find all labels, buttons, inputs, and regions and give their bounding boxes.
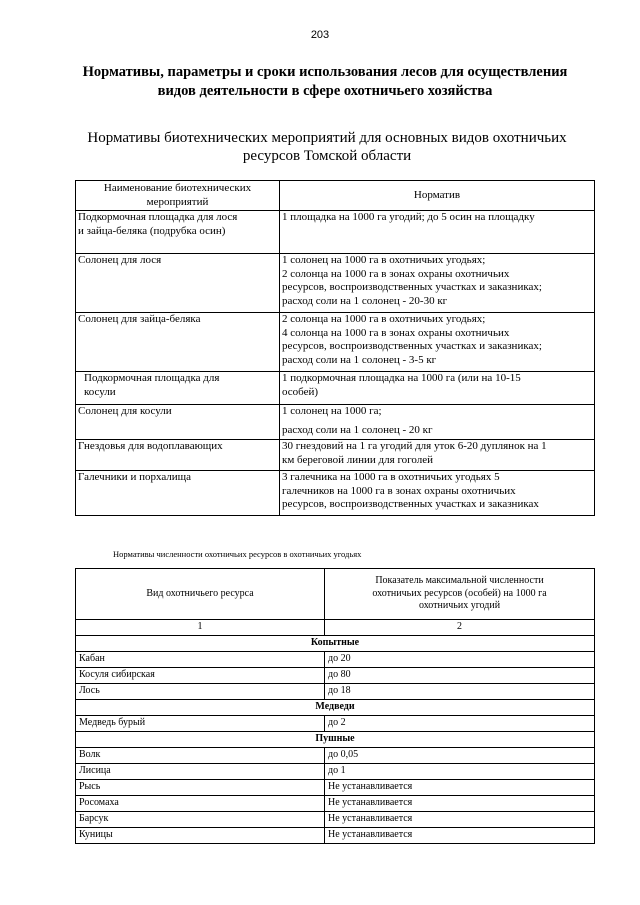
table-row <box>76 405 595 440</box>
title-line-2: видов деятельности в сфере охотничьего хозяйства <box>157 83 493 99</box>
table-header-row <box>76 569 595 620</box>
header-text: мероприятий <box>146 195 209 208</box>
table-row <box>76 440 595 471</box>
title-line-1: Нормативы, параметры и сроки использования лесов для осуществления <box>82 64 568 80</box>
header-species: Вид охотничьего ресурса <box>76 569 325 620</box>
species-name: Барсук <box>76 811 325 827</box>
header-measure-name <box>76 181 280 211</box>
measure-name-cell <box>76 211 280 254</box>
cell-line: и зайца-беляка (подрубка осин) <box>78 224 226 237</box>
table-row <box>76 683 595 699</box>
norm-cell <box>280 440 595 471</box>
cell-line: косули <box>84 385 116 398</box>
measure-name-cell <box>76 372 280 405</box>
population-value: до 0,05 <box>325 747 595 763</box>
table-row <box>76 779 595 795</box>
group-bears: Медведи <box>76 699 595 715</box>
table-row <box>76 747 595 763</box>
section-subtitle <box>62 129 592 165</box>
cell-line: 30 гнездовий на 1 га угодий для уток 6-20 дуплянок на 1 <box>282 440 547 452</box>
norm-cell <box>280 254 595 313</box>
table-row <box>76 471 595 516</box>
group-hoofed: Копытные <box>76 635 595 651</box>
table-row <box>76 313 595 372</box>
column-number-1: 1 <box>76 620 325 636</box>
species-name: Косуля сибирская <box>76 667 325 683</box>
cell-line: Солонец для косули <box>78 405 172 417</box>
header-text: Показатель максимальной численности <box>375 575 544 587</box>
cell-line: 4 солонца на 1000 га в зонах охраны охотничьих <box>282 326 510 339</box>
cell-line: Галечники и порхалища <box>78 471 192 483</box>
header-norm: Норматив <box>280 181 595 211</box>
cell-line: 1 солонец на 1000 га в охотничьих угодьях; <box>282 254 486 266</box>
cell-line: ресурсов, воспроизводственных участках и заказниках; <box>282 281 542 293</box>
header-text: охотничьих угодий <box>418 600 501 612</box>
cell-line: ресурсов, воспроизводственных участках и заказниках <box>282 498 539 510</box>
table-header-row <box>76 181 595 211</box>
table-caption: Нормативы численности охотничьих ресурсов в охотничьих угодьях <box>113 549 362 559</box>
cell-line: 1 солонец на 1000 га; <box>282 405 382 417</box>
norm-cell <box>280 405 595 440</box>
measure-name-cell <box>76 440 280 471</box>
norm-cell <box>280 372 595 405</box>
species-name: Кабан <box>76 651 325 667</box>
cell-line: Солонец для лося <box>78 254 162 266</box>
document-title <box>60 63 590 101</box>
table-row <box>76 254 595 313</box>
table-row <box>76 372 595 405</box>
cell-line: расход соли на 1 солонец - 20 кг <box>282 423 433 436</box>
cell-line: 2 солонца на 1000 га в охотничьих угодьях; <box>282 313 486 325</box>
cell-line: 1 подкормочная площадка на 1000 га (или на 10-15 <box>282 372 521 384</box>
biotechnical-norms-table <box>75 180 595 516</box>
cell-line: галечников на 1000 га в зонах охраны охотничьих <box>282 484 516 497</box>
header-max-population <box>325 569 595 620</box>
species-name: Рысь <box>76 779 325 795</box>
population-value: до 1 <box>325 763 595 779</box>
group-fur: Пушные <box>76 731 595 747</box>
measure-name-cell <box>76 254 280 313</box>
population-value: до 80 <box>325 667 595 683</box>
species-name: Куницы <box>76 827 325 843</box>
cell-line: Гнездовья для водоплавающих <box>78 440 223 452</box>
group-row <box>76 731 595 747</box>
measure-name-cell <box>76 471 280 516</box>
species-name: Росомаха <box>76 795 325 811</box>
species-name: Медведь бурый <box>76 715 325 731</box>
group-row <box>76 699 595 715</box>
cell-line: Солонец для зайца-беляка <box>78 313 201 325</box>
cell-line: Подкормочная площадка для лося <box>78 211 238 223</box>
norm-cell <box>280 471 595 516</box>
table-row <box>76 795 595 811</box>
page-number: 203 <box>310 29 330 41</box>
cell-line: 2 солонца на 1000 га в зонах охраны охотничьих <box>282 267 510 280</box>
population-norms-table <box>75 568 595 844</box>
subtitle-line-2: ресурсов Томской области <box>242 148 412 164</box>
group-row <box>76 635 595 651</box>
cell-line: расход соли на 1 солонец - 3-5 кг <box>282 353 437 366</box>
cell-line: особей) <box>282 385 319 398</box>
header-text: охотничьих ресурсов (особей) на 1000 га <box>372 587 547 599</box>
cell-line: ресурсов, воспроизводственных участках и заказниках; <box>282 340 542 352</box>
cell-line: Подкормочная площадка для <box>84 372 220 384</box>
table-row <box>76 811 595 827</box>
table-row <box>76 667 595 683</box>
cell-line: 3 галечника на 1000 га в охотничьих угодьях 5 <box>282 471 500 483</box>
table-row <box>76 763 595 779</box>
norm-cell <box>280 211 595 254</box>
cell-line: км береговой линии для гоголей <box>282 453 434 466</box>
population-value: до 2 <box>325 715 595 731</box>
species-name: Волк <box>76 747 325 763</box>
measure-name-cell <box>76 313 280 372</box>
population-value: до 20 <box>325 651 595 667</box>
species-name: Лось <box>76 683 325 699</box>
population-value: Не устанавливается <box>325 811 595 827</box>
table-row <box>76 211 595 254</box>
column-number-2: 2 <box>325 620 595 636</box>
header-text: Наименование биотехнических <box>103 182 252 194</box>
measure-name-cell <box>76 405 280 440</box>
cell-line: расход соли на 1 солонец - 20-30 кг <box>282 294 448 307</box>
population-value: Не устанавливается <box>325 827 595 843</box>
population-value: Не устанавливается <box>325 795 595 811</box>
population-value: до 18 <box>325 683 595 699</box>
table-row <box>76 827 595 843</box>
norm-cell <box>280 313 595 372</box>
population-value: Не устанавливается <box>325 779 595 795</box>
column-number-row <box>76 620 595 636</box>
cell-line: 1 площадка на 1000 га угодий; до 5 осин на площадку <box>282 211 535 223</box>
species-name: Лисица <box>76 763 325 779</box>
table-row <box>76 651 595 667</box>
table-row <box>76 715 595 731</box>
subtitle-line-1: Нормативы биотехнических мероприятий для основных видов охотничьих <box>87 130 567 146</box>
